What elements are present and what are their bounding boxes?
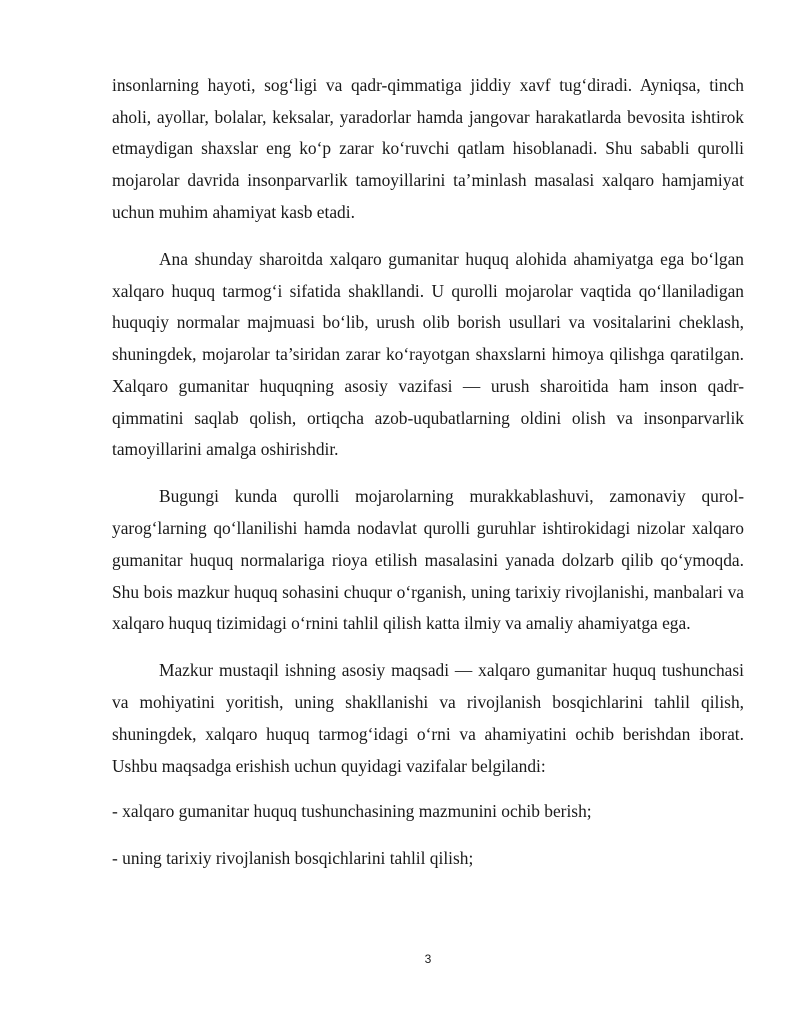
paragraph-3: Bugungi kunda qurolli mojarolarning murakkablashuvi, zamonaviy qurol-yarog‘larning qo‘llanilishi hamda nodavlat qurolli guruhlar ishtirokidagi nizolar xalqaro gumanitar huquq normalariga rioya etilish masalasini yanada dolzarb qilib qo‘ymoqda. Shu bois mazkur huquq sohasini chuqur o‘rganish, uning tarixiy rivojlanishi, manbalari va xalqaro huquq tizimidagi o‘rnini tahlil qilish katta ilmiy va amaliy ahamiyatga ega. <box>112 486 744 634</box>
page-number: 3 <box>424 952 432 966</box>
list-item-1: - xalqaro gumanitar huquq tushunchasining mazmunini ochib berish; <box>112 801 592 822</box>
list-item-2: - uning tarixiy rivojlanish bosqichlarini tahlil qilish; <box>112 847 474 868</box>
document-body <box>112 70 744 890</box>
paragraph-4: Mazkur mustaqil ishning asosiy maqsadi — xalqaro gumanitar huquq tushunchasi va mohiyatini yoritish, uning shakllanishi va rivojlanish bosqichlarini tahlil qilish, shuningdek, xalqaro huquq tarmog‘idagi o‘rni va ahamiyatini ochib berishdan iborat. Ushbu maqsadga erishish uchun quyidagi vazifalar belgilandi: <box>112 660 744 776</box>
paragraph-2: Ana shunday sharoitda xalqaro gumanitar huquq alohida ahamiyatga ega bo‘lgan xalqaro huquq tarmog‘i sifatida shakllandi. U qurolli mojarolar vaqtida qo‘llaniladigan huquqiy normalar majmuasi bo‘lib, urush olib borish usullari va vositalarini cheklash, shuningdek, mojarolar ta’siridan zarar ko‘rayotgan shaxslarni himoya qilishga qaratilgan. Xalqaro gumanitar huquqning asosiy vazifasi — urush sharoitida ham inson qadr-qimmatini saqlab qolish, ortiqcha azob-uqubatlarning oldini olish va insonparvarlik tamoyillarini amalga oshirishdir. <box>112 249 744 460</box>
paragraph-1: insonlarning hayoti, sog‘ligi va qadr-qimmatiga jiddiy xavf tug‘diradi. Ayniqsa, tinch aholi, ayollar, bolalar, keksalar, yaradorlar hamda jangovar harakatlarda bevosita ishtirok etmaydigan shaxslar eng ko‘p zarar ko‘ruvchi qatlam hisoblanadi. Shu sababli qurolli mojarolar davrida insonparvarlik tamoyillarini ta’minlash masalasi xalqaro hamjamiyat uchun muhim ahamiyat kasb etadi. <box>112 75 744 222</box>
